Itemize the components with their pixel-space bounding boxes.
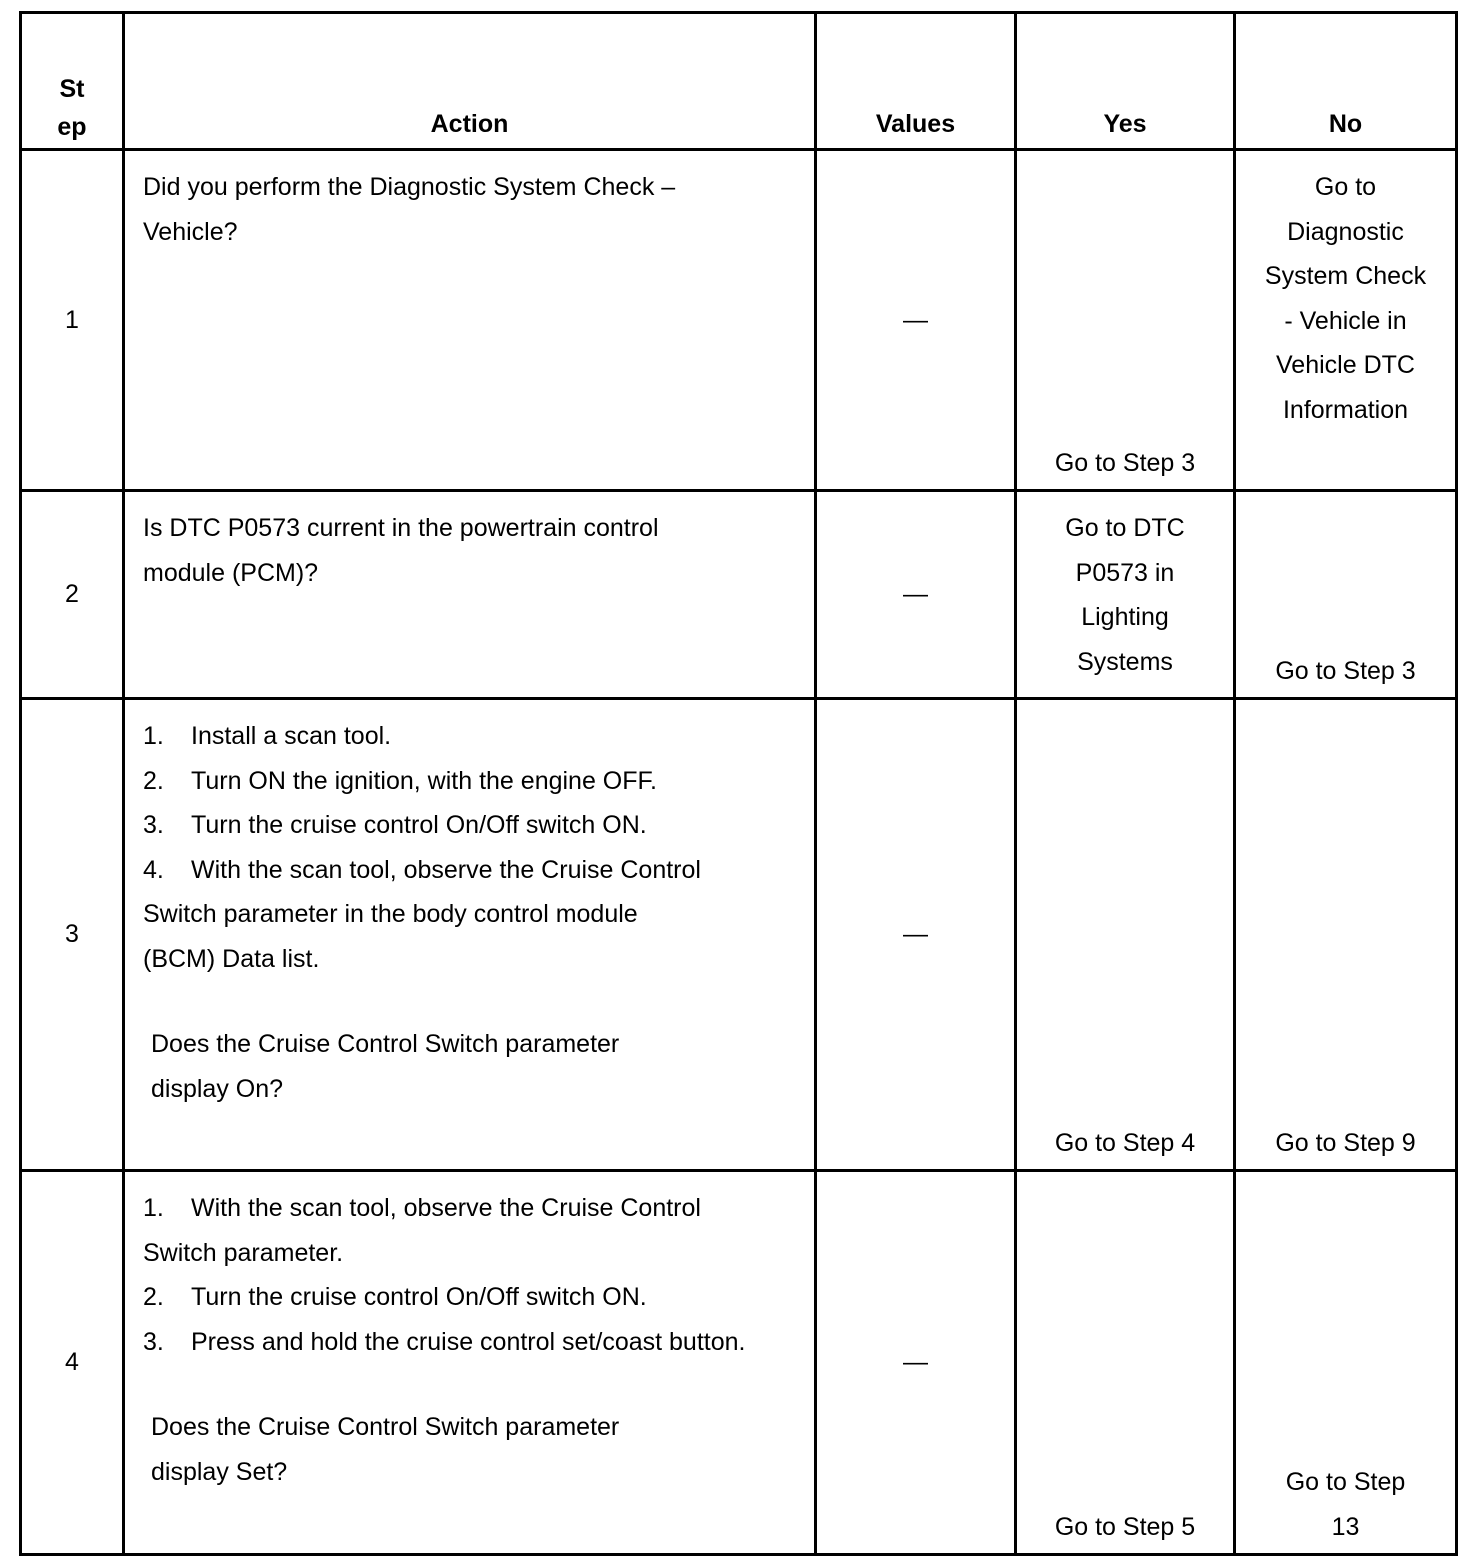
yes-link[interactable]: Go to Step 5	[1054, 1512, 1196, 1541]
action-list-item: 2. Turn ON the ignition, with the engine OFF.	[143, 766, 657, 795]
yes-cell	[1016, 491, 1235, 699]
action-list-item: 2. Turn the cruise control On/Off switch ON.	[143, 1283, 647, 1311]
action-list-item: 3. Turn the cruise control On/Off switch ON.	[143, 811, 647, 839]
no-cell	[1235, 150, 1457, 491]
diagnostic-table	[19, 11, 1458, 1556]
no-link[interactable]: Go to Step 9	[1275, 1128, 1416, 1157]
header-row	[21, 13, 1457, 150]
values-cell: —	[816, 491, 1016, 699]
action-list-item: 1. Install a scan tool.	[143, 722, 392, 750]
action-question: Does the Cruise Control Switch parameter display Set?	[151, 1413, 620, 1486]
step-number: 3	[21, 699, 124, 1171]
yes-link[interactable]: Go to Step 3	[1054, 448, 1196, 477]
header-values: Values	[816, 13, 1016, 150]
no-link[interactable]: Go to Diagnostic System Check - Vehicle in Vehicle DTC Information	[1264, 173, 1427, 424]
no-cell	[1235, 1171, 1457, 1555]
no-cell	[1235, 699, 1457, 1171]
table-row	[21, 699, 1457, 1171]
table-row	[21, 150, 1457, 491]
yes-cell	[1016, 699, 1235, 1171]
step-number: 1	[21, 150, 124, 491]
yes-cell	[1016, 1171, 1235, 1555]
values-cell: —	[816, 699, 1016, 1171]
header-yes: Yes	[1016, 13, 1235, 150]
action-list-item: 1. With the scan tool, observe the Cruise Control Switch parameter.	[143, 1194, 701, 1267]
yes-link[interactable]: Go to DTC P0573 in Lighting Systems	[1065, 514, 1185, 676]
header-action: Action	[124, 13, 816, 150]
values-cell: —	[816, 150, 1016, 491]
no-link[interactable]: Go to Step 13	[1285, 1468, 1406, 1541]
action-question: Does the Cruise Control Switch parameter display On?	[151, 1030, 620, 1103]
action-text	[124, 491, 816, 699]
action-text	[124, 1171, 816, 1555]
action-list-item: 3. Press and hold the cruise control set/coast button.	[143, 1327, 746, 1356]
yes-link[interactable]: Go to Step 4	[1054, 1128, 1196, 1157]
yes-cell	[1016, 150, 1235, 491]
step-number: 2	[21, 491, 124, 699]
table-row	[21, 1171, 1457, 1555]
step-number: 4	[21, 1171, 124, 1555]
action-list-item: 4. With the scan tool, observe the Cruise Control Switch parameter in the body control module (BCM) Data list.	[143, 855, 701, 973]
action-question: Is DTC P0573 current in the powertrain control module (PCM)?	[143, 514, 659, 587]
table-row	[21, 491, 1457, 699]
action-text	[124, 699, 816, 1171]
action-question: Did you perform the Diagnostic System Check – Vehicle?	[143, 173, 676, 246]
header-step-label: St ep	[57, 75, 87, 141]
no-cell	[1235, 491, 1457, 699]
action-text	[124, 150, 816, 491]
no-link[interactable]: Go to Step 3	[1275, 656, 1416, 685]
values-cell: —	[816, 1171, 1016, 1555]
header-no: No	[1235, 13, 1457, 150]
header-step	[21, 13, 124, 150]
